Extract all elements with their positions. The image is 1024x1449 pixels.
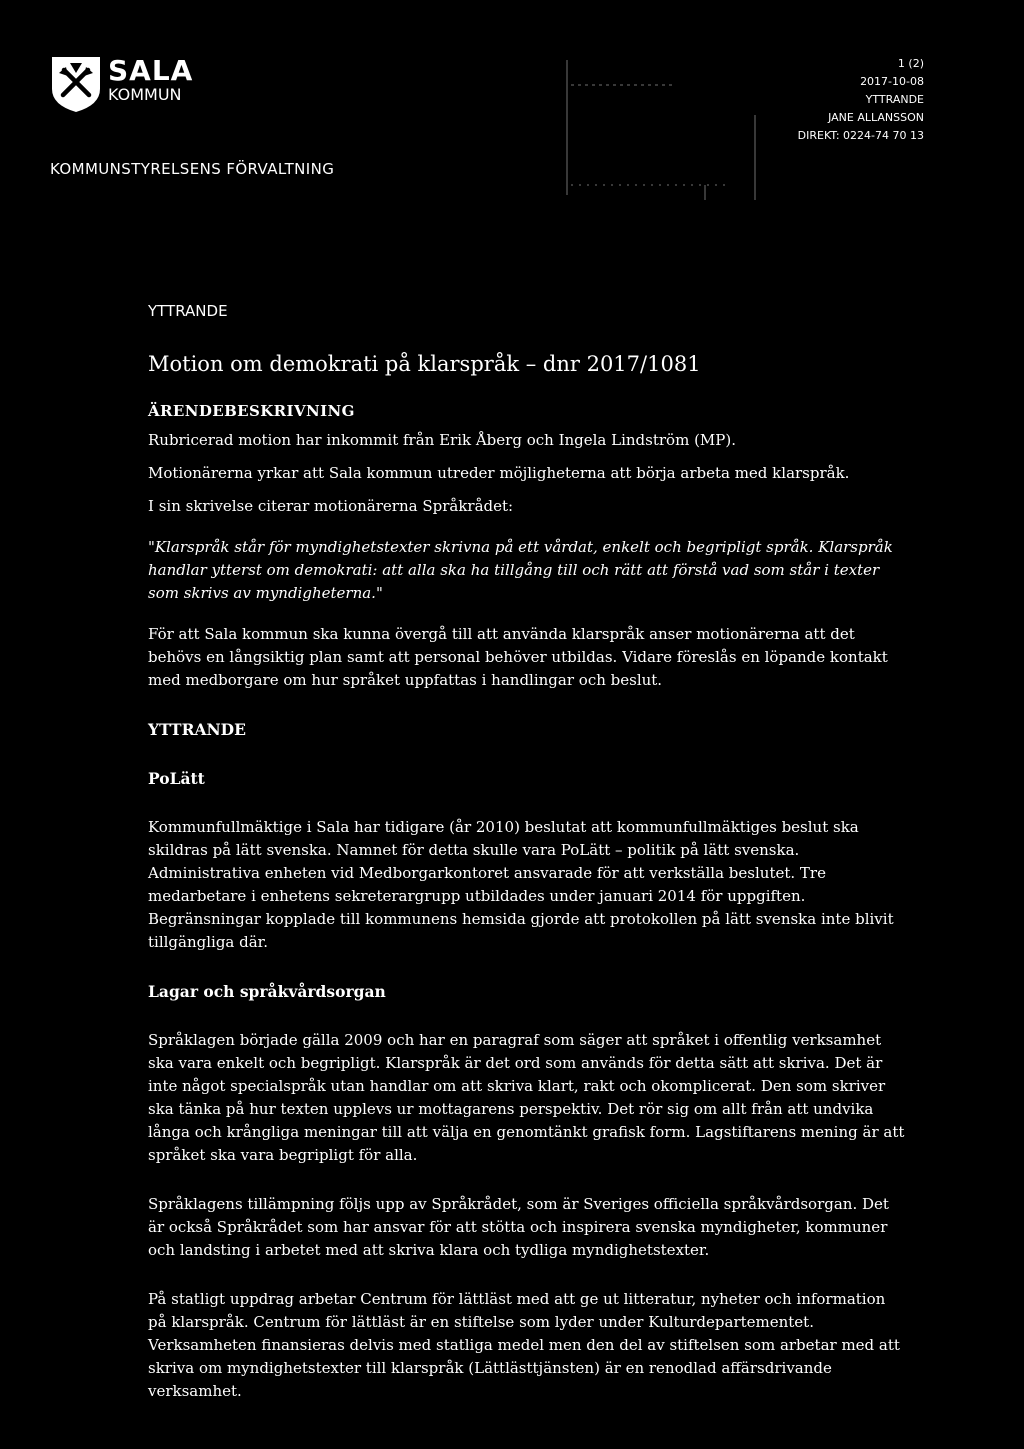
sala-crest-icon	[50, 55, 102, 113]
author-name: JANE ALLANSSON	[828, 111, 924, 124]
document-type: YTTRANDE	[865, 93, 924, 106]
paragraph: På statligt uppdrag arbetar Centrum för lättläst med att ge ut litteratur, nyheter och information på klarspråk. Centrum för lättläst är en stiftelse som lyder under Kulturdepartementet. Verksamheten finansieras delvis med statliga medel men den del av stiftelsen som arbetar med att skriva om myndighetstexter till klarspråk (Lättlästtjänsten) är en renodlad affärsdrivande verksamhet.	[148, 1290, 900, 1400]
stamp-remnant	[555, 55, 765, 205]
quote-block: "Klarspråk står för myndighetstexter skrivna på ett vårdat, enkelt och begripligt språk. Klarspråk handlar ytterst om demokrati: att alla ska ha tillgång till och rätt att förstå vad som står i texter som skrivs av myndigheterna."	[148, 538, 893, 602]
paragraph: Kommunfullmäktige i Sala har tidigare (år 2010) beslutat att kommunfullmäktiges beslut ska skildras på lätt svenska. Namnet för detta skulle vara PoLätt – politik på lätt svenska. Administrativa enheten vid Medborgarkontoret ansvarade för att verkställa beslutet. Tre medarbetare i enhetens sekreterargrupp utbildades under januari 2014 för uppgiften. Begränsningar kopplade till kommunens hemsida gjorde att protokollen på lätt svenska inte blivit tillgängliga där.	[148, 818, 894, 951]
page-number: 1 (2)	[897, 57, 924, 70]
subsection-heading-laws: Lagar och språkvårdsorgan	[148, 982, 386, 1001]
sala-kommun-logo	[50, 55, 230, 115]
document-date: 2017-10-08	[860, 75, 924, 88]
logo-name: SALA	[108, 54, 194, 87]
document-body	[148, 400, 908, 1403]
paragraph: Språklagens tillämpning följs upp av Språkrådet, som är Sveriges officiella språkvårdsorgan. Det är också Språkrådet som har ansvar för att stötta och inspirera svenska myndigheter, kommuner och landsting i arbetet med att skriva klara och tydliga myndighetstexter.	[148, 1195, 889, 1259]
logo-subtitle: KOMMUN	[108, 85, 182, 104]
paragraph: Språklagen började gälla 2009 och har en paragraf som säger att språket i offentlig verksamhet ska vara enkelt och begripligt. Klarspråk är det ord som används för detta sätt att skriva. Det är inte något specialspråk utan handlar om att skriva klart, rakt och okomplicerat. Den som skriver ska tänka på hur texten upplevs ur mottagarens perspektiv. Det rör sig om allt från att undvika långa och krångliga meningar till att välja en genomtänkt grafisk form. Lagstiftarens mening är att språket ska vara begripligt för alla.	[148, 1031, 905, 1164]
paragraph: Rubricerad motion har inkommit från Erik Åberg och Ingela Lindström (MP).	[148, 431, 737, 449]
document-title: Motion om demokrati på klarspråk – dnr 2017/1081	[148, 352, 701, 376]
section-heading-statement: YTTRANDE	[148, 720, 246, 739]
subsection-heading-polatt: PoLätt	[148, 769, 205, 788]
document-label: YTTRANDE	[148, 302, 228, 320]
paragraph: Motionärerna yrkar att Sala kommun utreder möjligheterna att börja arbeta med klarspråk.	[148, 464, 850, 482]
paragraph: I sin skrivelse citerar motionärerna Språkrådet:	[148, 497, 514, 515]
paragraph: För att Sala kommun ska kunna övergå till att använda klarspråk anser motionärerna att det behövs en långsiktig plan samt att personal behöver utbildas. Vidare föreslås en löpande kontakt med medborgare om hur språket uppfattas i handlingar och beslut.	[148, 625, 888, 689]
direct-phone: DIREKT: 0224-74 70 13	[797, 129, 924, 142]
document-meta	[798, 55, 924, 145]
department-name: KOMMUNSTYRELSENS FÖRVALTNING	[50, 160, 335, 178]
section-heading-description: ÄRENDEBESKRIVNING	[148, 402, 355, 420]
